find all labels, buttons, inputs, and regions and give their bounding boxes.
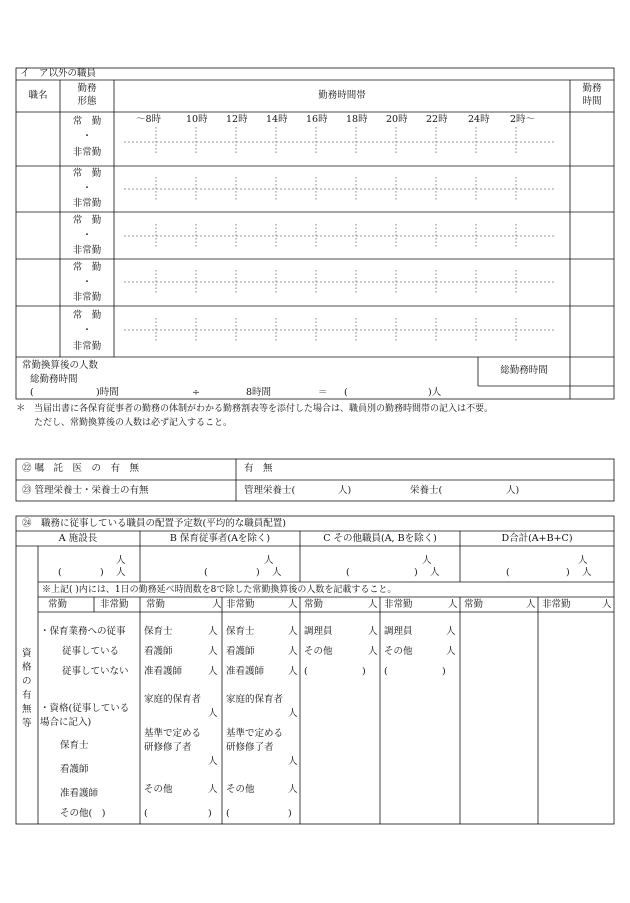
- unit: 人: [208, 756, 218, 767]
- list-item: 家庭的保育者: [144, 694, 202, 705]
- hour-label: 16時: [306, 114, 328, 125]
- paren-open: (: [204, 567, 208, 578]
- hour-label: 24時: [468, 114, 490, 125]
- list-item: 研修修了者: [144, 742, 192, 753]
- subhead-full-a: 常勤: [48, 599, 68, 610]
- paren-open: (: [384, 666, 388, 677]
- paren-open: (: [304, 666, 308, 677]
- list-item: 基準で定める: [226, 728, 284, 739]
- list-item: 基準で定める: [144, 728, 202, 739]
- dietitian-unit: 人): [506, 485, 520, 496]
- list-item: 調理員: [384, 626, 413, 637]
- list-item: 看護師: [60, 764, 89, 775]
- instruction-note: ※上記( )内には、1日の勤務延べ時間数を8で除した常勤換算後の人数を記載すること。: [42, 585, 397, 595]
- unit: 人: [208, 626, 218, 637]
- list-item: ・保育業務への従事: [40, 626, 126, 637]
- hour-label: 14時: [266, 114, 288, 125]
- paren-close: ): [288, 808, 292, 819]
- side-label-char: 等: [22, 718, 32, 729]
- formula-eight-hours: 8時間: [246, 387, 272, 398]
- list-item: 准看護師: [226, 666, 265, 677]
- paren-open: (: [506, 567, 510, 578]
- formula-open-2: (: [344, 387, 348, 398]
- work-type-dot: ・: [82, 131, 92, 142]
- unit: 人: [208, 646, 218, 657]
- paren-close: ): [256, 567, 260, 578]
- unit: 人: [288, 708, 298, 719]
- note-line-2: ただし、常勤換算後の人数は必ず記入すること。: [34, 418, 233, 428]
- col-head-d: D合計(A+B+C): [501, 533, 573, 544]
- count-unit: 人: [430, 567, 440, 578]
- work-type-part: 非常勤: [72, 147, 102, 158]
- fte-label: 常勤換算後の人数: [22, 360, 99, 371]
- registered-dietitian-unit: 人): [338, 485, 352, 496]
- list-item: 保育士: [144, 626, 173, 637]
- subhead-unit: 人: [368, 599, 378, 610]
- work-type-part: 非常勤: [72, 245, 102, 256]
- consulting-doctor-label: ㉒ 嘱 託 医 の 有 無: [22, 463, 140, 474]
- total-hours-label: 総勤務時間: [30, 374, 78, 385]
- work-type-full: 常 勤: [72, 116, 102, 127]
- subhead-part-c: 非常勤: [384, 599, 413, 610]
- work-type-full: 常 勤: [72, 310, 102, 321]
- paren-open: (: [226, 808, 230, 819]
- count-unit: 人: [264, 555, 274, 566]
- list-item: その他: [384, 646, 413, 657]
- unit: 人: [446, 646, 456, 657]
- table1-title: イ ア以外の職員: [20, 68, 97, 79]
- subhead-unit: 人: [212, 599, 222, 610]
- note-line-1: 当届出書に各保育従事者の勤務の体制がわかる勤務割表等を添付した場合は、職員別の勤務時間帯の記入は不要。: [34, 404, 494, 414]
- unit: 人: [288, 784, 298, 795]
- paren-open: (: [58, 567, 62, 578]
- paren-close: ): [442, 666, 446, 677]
- subhead-unit: 人: [448, 599, 458, 610]
- work-type-part: 非常勤: [72, 341, 102, 352]
- paren-close: ): [566, 567, 570, 578]
- list-item: その他( ): [60, 808, 106, 819]
- header-hours-1: 勤務: [582, 83, 602, 94]
- work-type-full: 常 勤: [72, 168, 102, 179]
- list-item: 保育士: [226, 626, 255, 637]
- work-type-full: 常 勤: [72, 262, 102, 273]
- count-unit: 人: [272, 567, 282, 578]
- registered-dietitian-field: 管理栄養士(: [244, 485, 296, 496]
- total-hours-box-label: 総勤務時間: [500, 365, 548, 376]
- header-work-type-1: 勤務: [77, 83, 97, 94]
- side-label-char: 無: [22, 704, 32, 715]
- work-type-dot: ・: [82, 183, 92, 194]
- count-unit: 人: [582, 567, 592, 578]
- unit: 人: [288, 756, 298, 767]
- col-head-a: A 施設長: [58, 533, 98, 544]
- subhead-part-b: 非常勤: [226, 599, 255, 610]
- col-head-b: B 保育従事者(Aを除く): [169, 533, 271, 544]
- hour-label: 22時: [426, 114, 448, 125]
- subhead-part-d: 非常勤: [542, 599, 571, 610]
- unit: 人: [288, 626, 298, 637]
- work-type-dot: ・: [82, 230, 92, 241]
- list-item: 看護師: [226, 646, 255, 657]
- unit: 人: [208, 708, 218, 719]
- unit: 人: [446, 626, 456, 637]
- list-item: 准看護師: [60, 788, 99, 799]
- col-head-c: C その他職員(A, Bを除く): [323, 533, 437, 544]
- side-label-char: 格: [22, 662, 32, 673]
- work-type-part: 非常勤: [72, 292, 102, 303]
- unit: 人: [208, 666, 218, 677]
- hour-label: 10時: [186, 114, 208, 125]
- work-type-full: 常 勤: [72, 215, 102, 226]
- paren-close: ): [208, 808, 212, 819]
- hour-label: ～8時: [136, 114, 162, 125]
- unit: 人: [208, 784, 218, 795]
- header-work-type-2: 形態: [77, 96, 97, 107]
- side-label-char: 有: [22, 690, 32, 701]
- dietitian-field: 栄養士(: [410, 485, 443, 496]
- subhead-unit: 人: [602, 599, 612, 610]
- list-item: 場合に記入): [40, 717, 92, 728]
- list-item: 従事している: [62, 646, 120, 657]
- paren-open: (: [346, 567, 350, 578]
- work-type-dot: ・: [82, 277, 92, 288]
- header-time-band: 勤務時間帯: [318, 90, 366, 101]
- list-item: その他: [226, 784, 255, 795]
- nutritionist-label: ㉓ 管理栄養士・栄養士の有無: [22, 485, 149, 496]
- table3-title: ㉔ 職務に従事している職員の配置予定数(平均的な職員配置): [22, 518, 286, 529]
- subhead-full-b: 常勤: [146, 599, 166, 610]
- hour-label: 18時: [346, 114, 368, 125]
- formula-divide: ÷: [192, 387, 200, 398]
- formula-people: )人: [428, 387, 442, 398]
- list-item: 准看護師: [144, 666, 183, 677]
- count-unit: 人: [578, 555, 588, 566]
- list-item: 保育士: [60, 740, 89, 751]
- list-item: 看護師: [144, 646, 173, 657]
- list-item: ・資格(従事している: [40, 703, 130, 714]
- list-item: 調理員: [304, 626, 333, 637]
- count-unit: 人: [116, 555, 126, 566]
- side-label-char: 資: [22, 648, 32, 659]
- list-item: 従事していない: [62, 666, 129, 677]
- list-item: その他: [144, 784, 173, 795]
- formula-equals: ＝: [318, 387, 328, 398]
- unit: 人: [288, 646, 298, 657]
- paren-close: ): [100, 567, 104, 578]
- unit: 人: [288, 666, 298, 677]
- subhead-part-a: 非常勤: [100, 599, 129, 610]
- subhead-full-c: 常勤: [304, 599, 324, 610]
- hour-label: 12時: [226, 114, 248, 125]
- count-unit: 人: [116, 567, 126, 578]
- subhead-unit: 人: [288, 599, 298, 610]
- work-type-dot: ・: [82, 325, 92, 336]
- side-label-char: の: [22, 676, 32, 687]
- paren-close: ): [414, 567, 418, 578]
- formula-open: (: [30, 387, 34, 398]
- list-item: 研修修了者: [226, 742, 274, 753]
- count-unit: 人: [422, 555, 432, 566]
- list-item: 家庭的保育者: [226, 694, 284, 705]
- note-mark: ＊: [16, 403, 26, 414]
- consulting-doctor-value: 有 無: [244, 463, 273, 474]
- unit: 人: [368, 646, 378, 657]
- subhead-full-d: 常勤: [464, 599, 484, 610]
- work-type-part: 非常勤: [72, 198, 102, 209]
- unit: 人: [368, 626, 378, 637]
- list-item: その他: [304, 646, 333, 657]
- header-hours-2: 時間: [582, 96, 602, 107]
- paren-open: (: [144, 808, 148, 819]
- hour-label: 20時: [386, 114, 408, 125]
- subhead-unit: 人: [526, 599, 536, 610]
- formula-hours: )時間: [96, 387, 119, 398]
- paren-close: ): [362, 666, 366, 677]
- hour-label: 2時～: [510, 114, 536, 125]
- header-job-title: 職名: [28, 90, 48, 101]
